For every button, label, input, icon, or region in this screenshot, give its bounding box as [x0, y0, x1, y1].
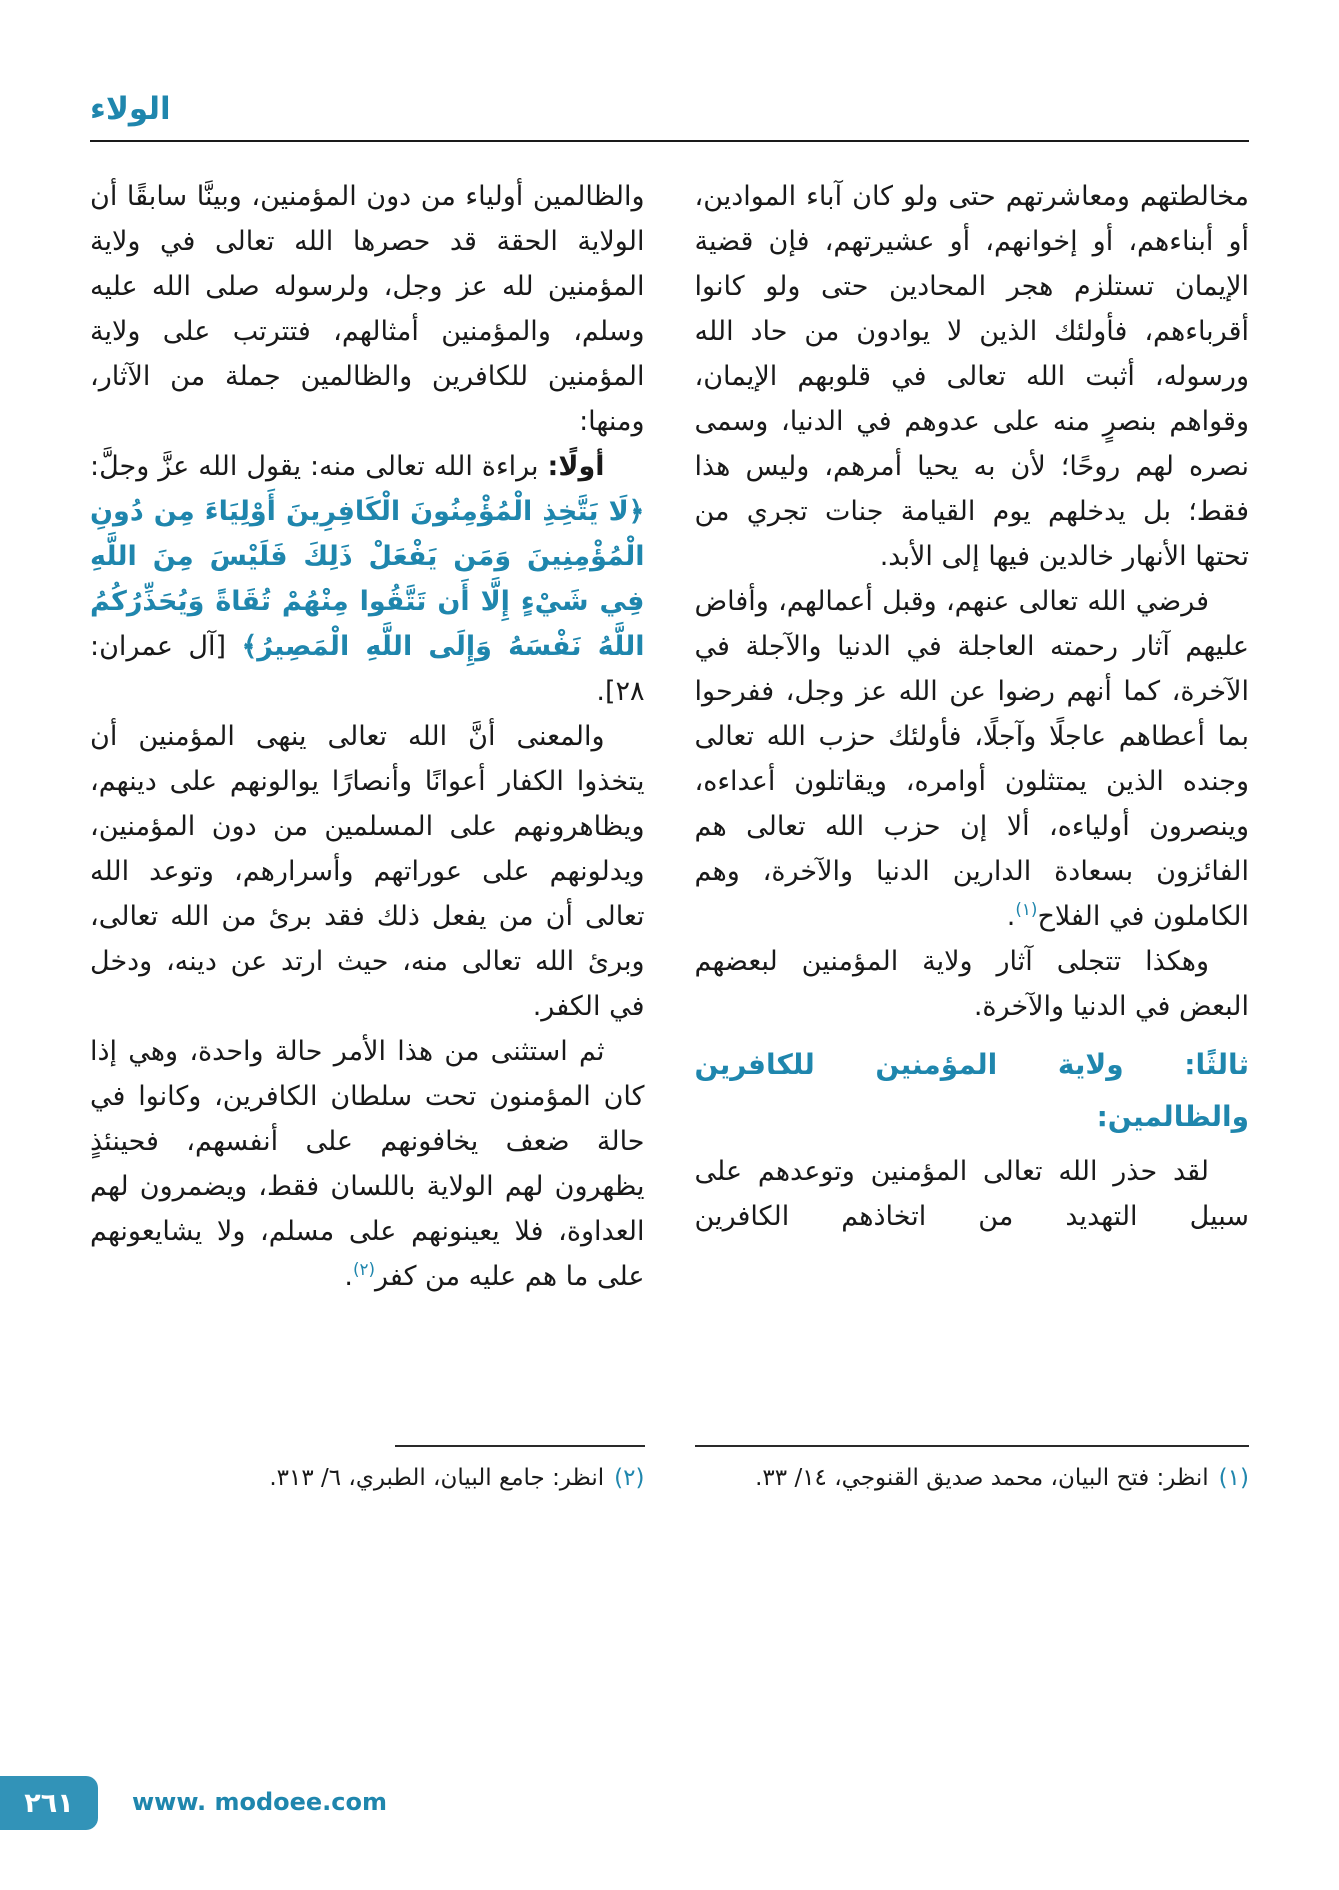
footnote-number: (١): [1218, 1465, 1249, 1491]
footnote: [695, 1459, 1250, 1497]
paragraph-with-verse: [90, 444, 645, 714]
page-header: [0, 0, 1339, 142]
footnote-ref-1: (١): [1015, 899, 1038, 919]
paragraph-lead: أولًا:: [547, 451, 605, 482]
text-columns: [0, 142, 1339, 1497]
paragraph: [90, 1029, 645, 1299]
running-head-title: الولاء: [90, 91, 171, 127]
paragraph: لقد حذر الله تعالى المؤمنين وتوعدهم على سبيل التهديد من اتخاذهم الكافرين: [694, 1156, 1249, 1232]
footnote: [90, 1459, 645, 1497]
verse-citation: [آل عمران: ٢٨].: [90, 631, 645, 707]
footnote-text: انظر: جامع البيان، الطبري، ٦/ ٣١٣.: [269, 1465, 605, 1491]
paragraph: [695, 579, 1250, 939]
page-footer: [0, 1776, 1339, 1832]
website-link[interactable]: www. modoee.com: [132, 1788, 388, 1816]
footnote-block-left: [90, 1433, 645, 1497]
paragraph: وهكذا تتجلى آثار ولاية المؤمنين لبعضهم البعض في الدنيا والآخرة.: [694, 946, 1249, 1022]
paragraph-text: ثم استثنى من هذا الأمر حالة واحدة، وهي إذا كان المؤمنون تحت سلطان الكافرين، وكانوا في حالة ضعف يخافونهم على أنفسهم، فحينئذٍ يظهرون لهم الولاية باللسان فقط، ويضمرون لهم العداوة، فلا يعينونهم على مسلم، ولا يشايعونهم على ما هم عليه من كفر: [90, 1036, 645, 1292]
paragraph: مخالطتهم ومعاشرتهم حتى ولو كان آباء الموادين، أو أبناءهم، أو إخوانهم، أو عشيرتهم، فإن قضية الإيمان تستلزم هجر المحادين حتى ولو كانوا أقرباءهم، فأولئك الذين لا يوادون من حاد الله ورسوله، أثبت الله تعالى في قلوبهم الإيمان، وقواهم بنصرٍ منه على عدوهم في الدنيا، وسمى نصره لهم روحًا؛ لأن به يحيا أمرهم، وليس هذا فقط؛ بل يدخلهم يوم القيامة جنات تجري من تحتها الأنهار خالدين فيها إلى الأبد.: [694, 181, 1249, 572]
section-heading: ثالثًا: ولاية المؤمنين للكافرين والظالمين:: [694, 1048, 1249, 1133]
sentence-end: .: [344, 1261, 353, 1292]
quran-verse: ﴿لَا يَتَّخِذِ الْمُؤْمِنُونَ الْكَافِرِينَ أَوْلِيَاءَ مِن دُونِ الْمُؤْمِنِينَ وَمَن يَفْعَلْ ذَلِكَ فَلَيْسَ مِنَ اللَّهِ فِي شَيْءٍ إِلَّا أَن تَتَّقُوا مِنْهُمْ تُقَاةً وَيُحَذِّرُكُمُ اللَّهُ نَفْسَهُ وَإِلَى اللَّهِ الْمَصِيرُ﴾: [90, 496, 645, 662]
footnote-block-right: [695, 1433, 1250, 1497]
paragraph-text: فرضي الله تعالى عنهم، وقبل أعمالهم، وأفاض عليهم آثار رحمته العاجلة في الدنيا والآجلة في الآخرة، كما أنهم رضوا عن الله عز وجل، ففرحوا بما أعطاهم عاجلًا وآجلًا، فأولئك حزب الله تعالى وجنده الذين يمتثلون أوامره، ويقاتلون أعداءه، وينصرون أولياءه، ألا إن حزب الله تعالى هم الفائزون بسعادة الدارين الدنيا والآخرة، وهم الكاملون في الفلاح: [694, 586, 1249, 932]
paragraph: والظالمين أولياء من دون المؤمنين، وبينَّا سابقًا أن الولاية الحقة قد حصرها الله تعالى في ولاية المؤمنين لله عز وجل، ولرسوله صلى الله عليه وسلم، والمؤمنين أمثالهم، فتترتب على ولاية المؤمنين للكافرين والظالمين جملة من الآثار، ومنها:: [90, 181, 645, 437]
footnote-text: انظر: فتح البيان، محمد صديق القنوجي، ١٤/ ٣٣.: [755, 1465, 1209, 1491]
footnote-ref-2: (٢): [352, 1259, 376, 1279]
paragraph: والمعنى أنَّ الله تعالى ينهى المؤمنين أن يتخذوا الكفار أعوانًا وأنصارًا يوالونهم على دينهم، ويظاهرونهم على المسلمين من دون المؤمنين، ويدلونهم على عوراتهم وأسرارهم، وتوعد الله تعالى أن من يفعل ذلك فقد برئ من الله تعالى، وبرئ الله تعالى منه، حيث ارتد عن دينه، ودخل في الكفر.: [90, 721, 645, 1022]
paragraph-text: براءة الله تعالى منه: يقول الله عزَّ وجلَّ:: [90, 451, 548, 482]
footnote-divider: [695, 1445, 1250, 1447]
column-right: [695, 174, 1250, 1497]
sentence-end: .: [1006, 901, 1016, 932]
footnote-divider: [395, 1445, 645, 1447]
footnote-number: (٢): [614, 1465, 645, 1491]
column-left: [90, 174, 645, 1497]
page-number: ٢٦١: [24, 1787, 74, 1819]
page-number-badge: [0, 1776, 98, 1830]
